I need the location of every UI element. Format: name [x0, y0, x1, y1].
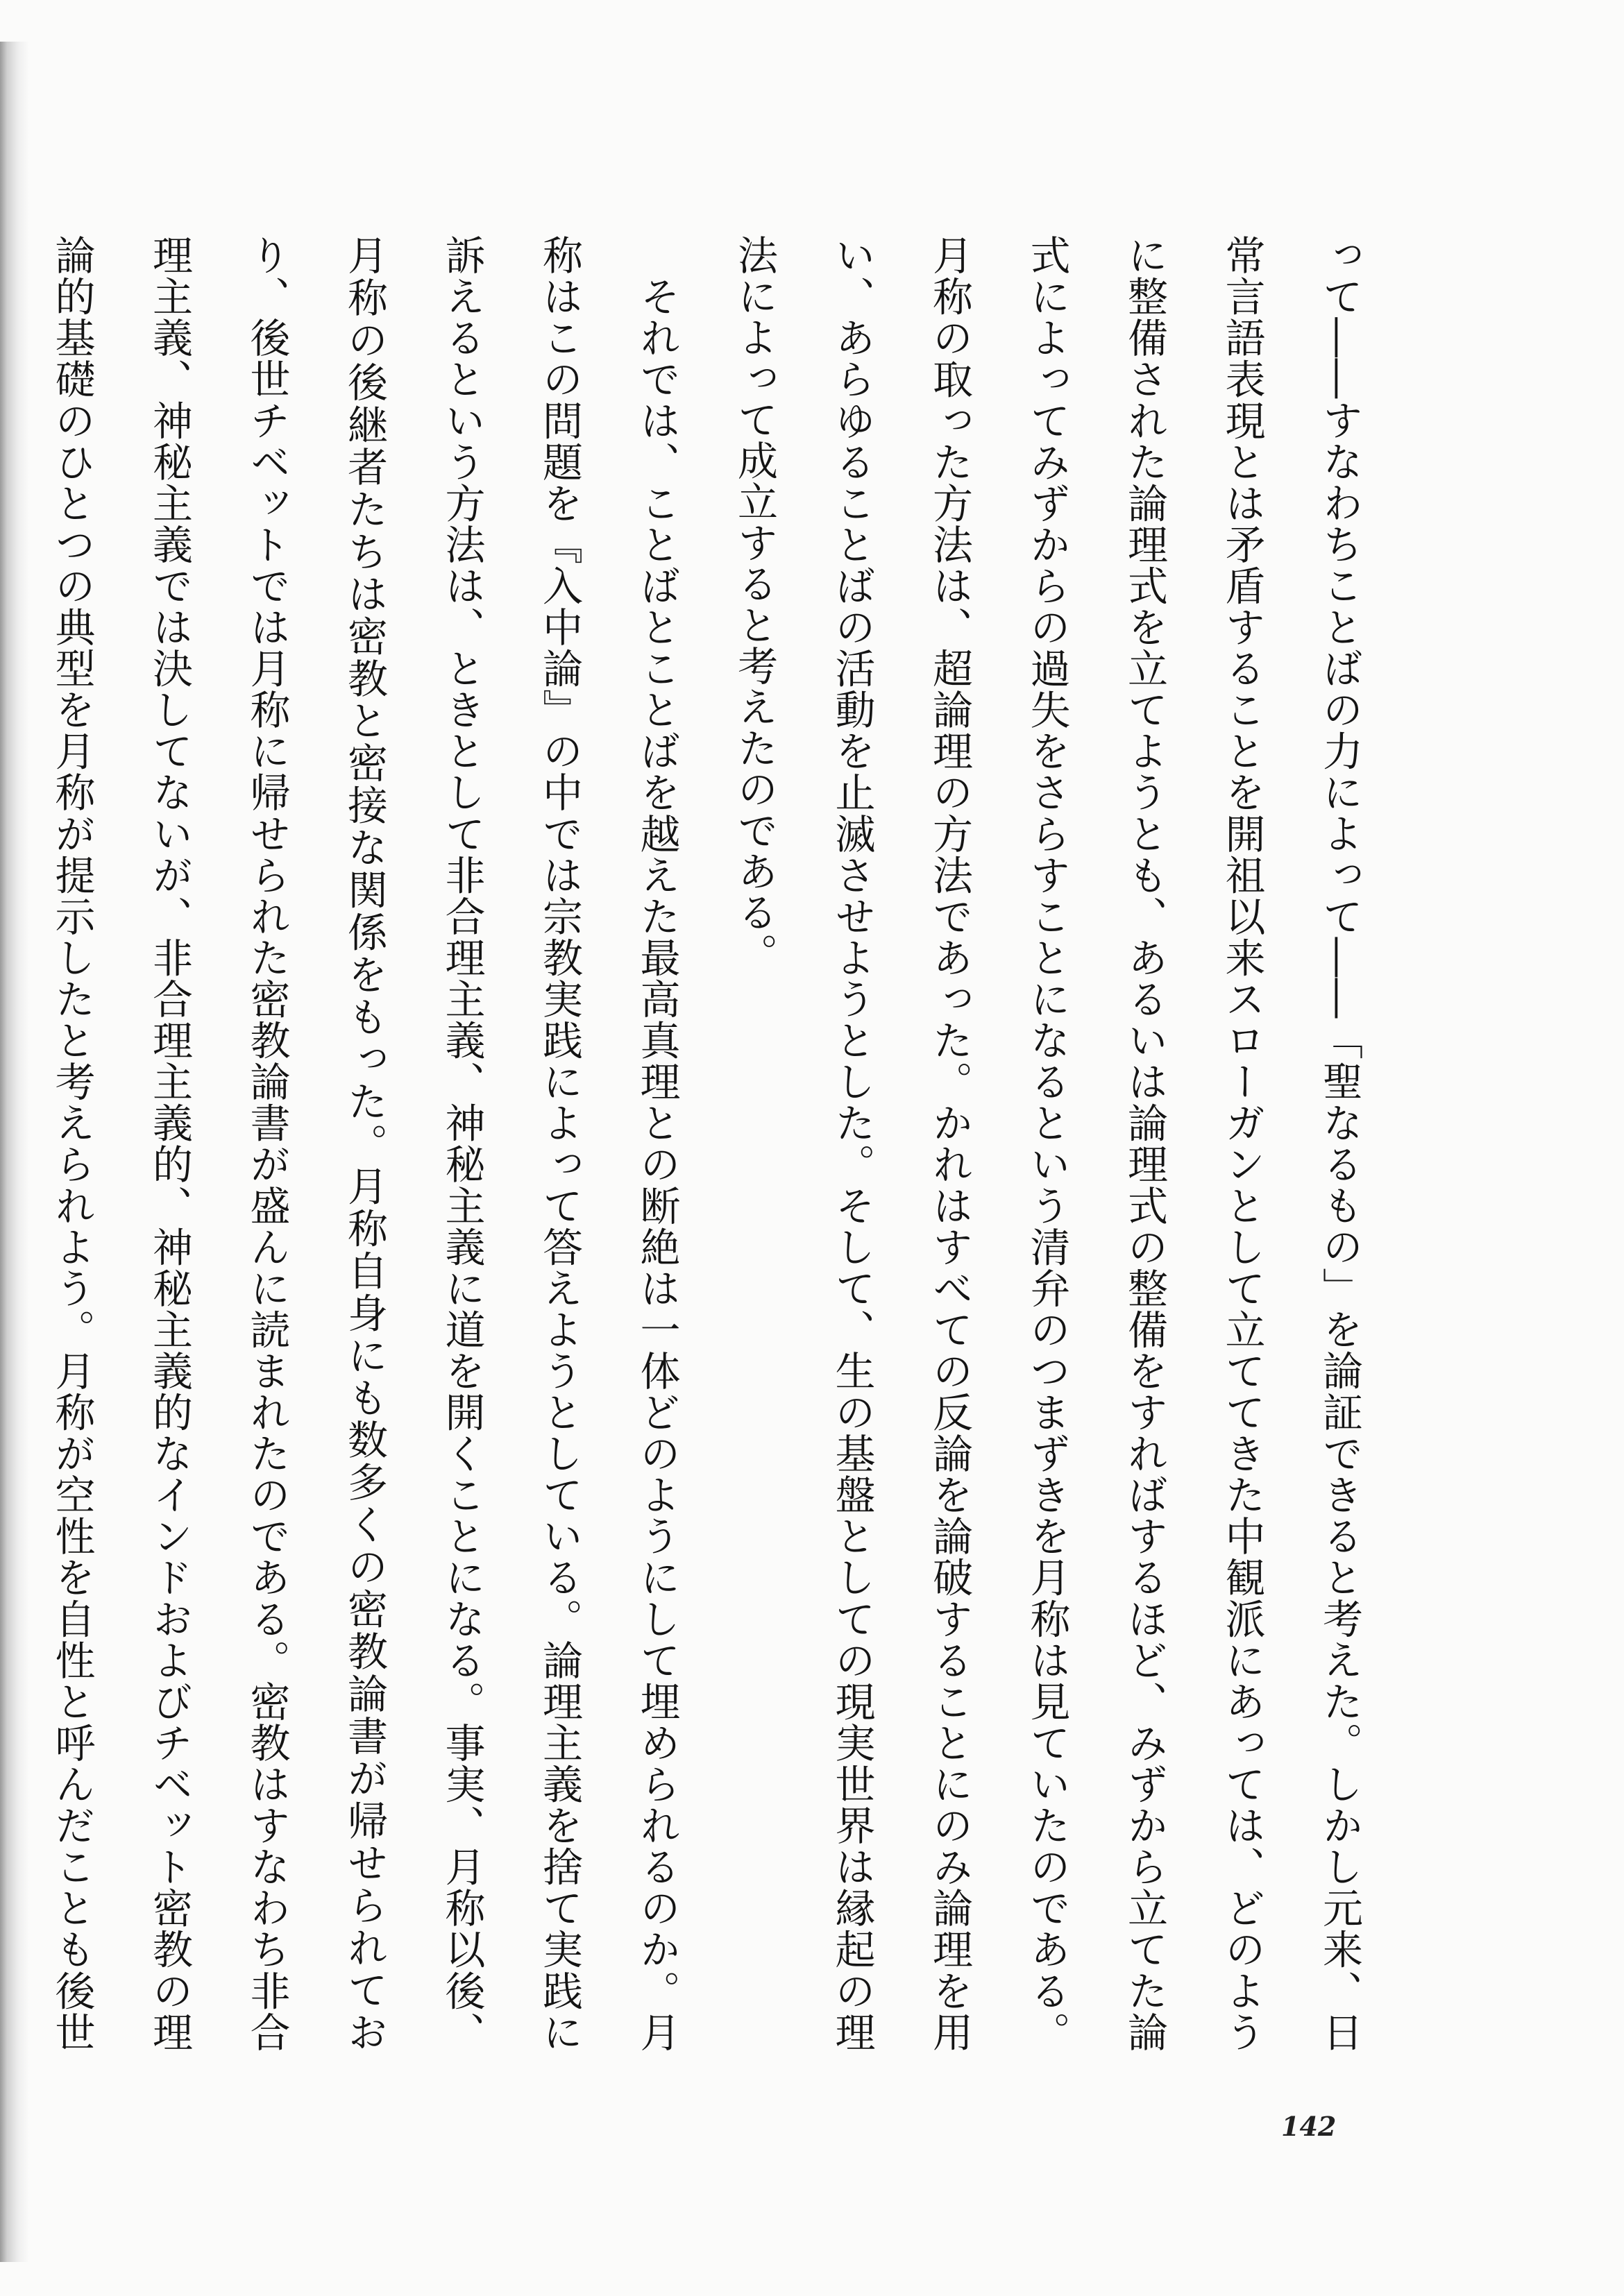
paragraph-1: って――すなわちことばの力によって――「聖なるもの」を論証できると考えた。しかし元来、日常言語表現とは矛盾することを開祖以来スローガンとして立ててきた中観派にあっては、どのように整備された論理式を立てようとも、あるいは論理式の整備をすればするほど、みずから立てた論式によってみずからの過失をさらすことになるという清弁のつまずきを月称は見ていたのである。月称の取った方法は、超論理の方法であった。かれはすべての反論を論破することにのみ論理を用い、あらゆることばの活動を止滅させようとした。そして、生の基盤としての現実世界は縁起の理法によって成立すると考えたのである。	[731, 235, 1363, 2052]
page-number: 142	[1281, 2111, 1337, 2142]
vertical-text-body	[48, 235, 1388, 2052]
paragraph-2: それでは、ことばとことばを越えた最高真理との断絶は一体どのようにして埋められるのか。月称はこの問題を『入中論』の中では宗教実践によって答えようとしている。論理主義を捨て実践に訴えるという方法は、ときとして非合理主義、神秘主義に道を開くことになる。事実、月称以後、月称の後継者たちは密教と密接な関係をもった。月称自身にも数多くの密教論書が帰せられており、後世チベットでは月称に帰せられた密教論書が盛んに読まれたのである。密教はすなわち非合理主義、神秘主義では決してないが、非合理主義的、神秘主義的なインドおよびチベット密教の理論的基礎のひとつの典型を月称が提示したと考えられよう。月称が空性を自性と呼んだことも後世	[48, 235, 681, 2052]
